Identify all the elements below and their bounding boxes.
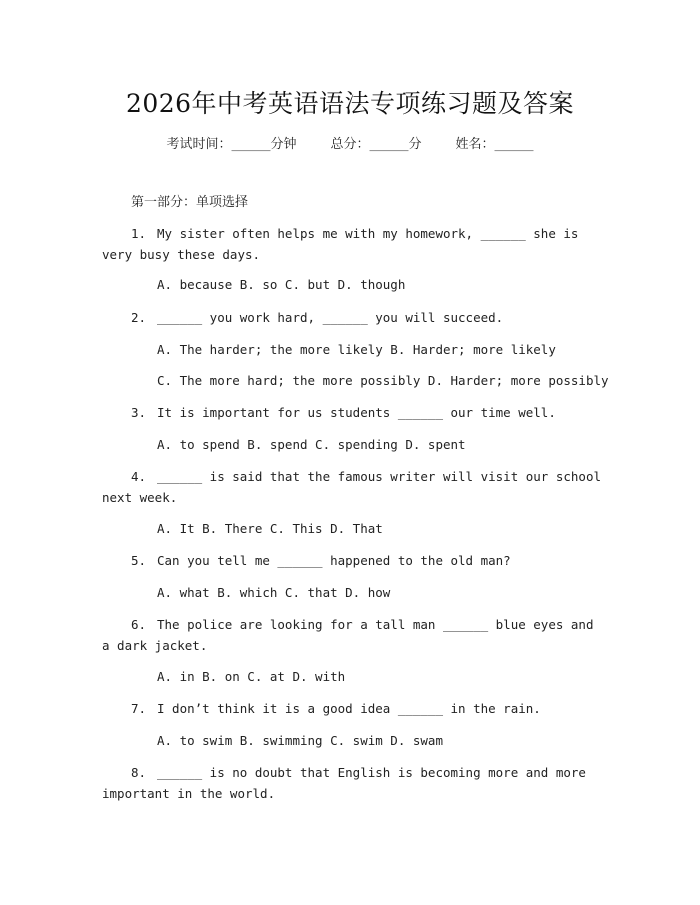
question-6-options: A. in B. on C. at D. with: [157, 669, 346, 684]
question-text: I don’t think it is a good idea ______ in the rain.: [157, 701, 541, 716]
question-7: [102, 698, 602, 719]
question-number: 6.: [131, 617, 147, 632]
exam-meta: [0, 133, 700, 152]
question-text: My sister often helps me with my homework, ______ she is very busy these days.: [102, 226, 579, 262]
question-7-options: A. to swim B. swimming C. swim D. swam: [157, 733, 443, 748]
section-title: 第一部分：单项选择: [131, 195, 249, 210]
question-number: 7.: [131, 701, 147, 716]
question-text: ______ is said that the famous writer will visit our school next week.: [102, 469, 602, 505]
question-2-options-line-2: C. The more hard; the more possibly D. Harder; more possibly: [157, 373, 609, 388]
question-3-options: A. to spend B. spend C. spending D. spent: [157, 437, 466, 452]
question-text: It is important for us students ______ our time well.: [157, 405, 556, 420]
question-number: 5.: [131, 553, 147, 568]
name-label: 姓名：______: [455, 137, 534, 152]
question-5-options: A. what B. which C. that D. how: [157, 585, 391, 600]
question-1: [102, 223, 602, 265]
question-5: [102, 550, 602, 571]
question-number: 8.: [131, 765, 147, 780]
page-title: 2026年中考英语语法专项练习题及答案: [125, 89, 575, 118]
question-text: Can you tell me ______ happened to the old man?: [157, 553, 511, 568]
question-2: [102, 307, 602, 328]
question-number: 3.: [131, 405, 147, 420]
question-1-options: A. because B. so C. but D. though: [157, 277, 406, 292]
question-6: [102, 614, 602, 656]
question-number: 2.: [131, 310, 147, 325]
question-8: [102, 762, 602, 804]
question-number: 1.: [131, 226, 147, 241]
question-3: [102, 402, 602, 423]
question-4-options: A. It B. There C. This D. That: [157, 521, 383, 536]
question-text: ______ is no doubt that English is becoming more and more important in the world.: [102, 765, 586, 801]
question-text: ______ you work hard, ______ you will succeed.: [157, 310, 504, 325]
question-4: [102, 466, 602, 508]
exam-time-label: 考试时间：______分钟: [166, 137, 297, 152]
question-number: 4.: [131, 469, 147, 484]
total-score-label: 总分：______分: [330, 137, 422, 152]
question-2-options-line-1: A. The harder; the more likely B. Harder; more likely: [157, 342, 556, 357]
question-text: The police are looking for a tall man ______ blue eyes and a dark jacket.: [102, 617, 594, 653]
